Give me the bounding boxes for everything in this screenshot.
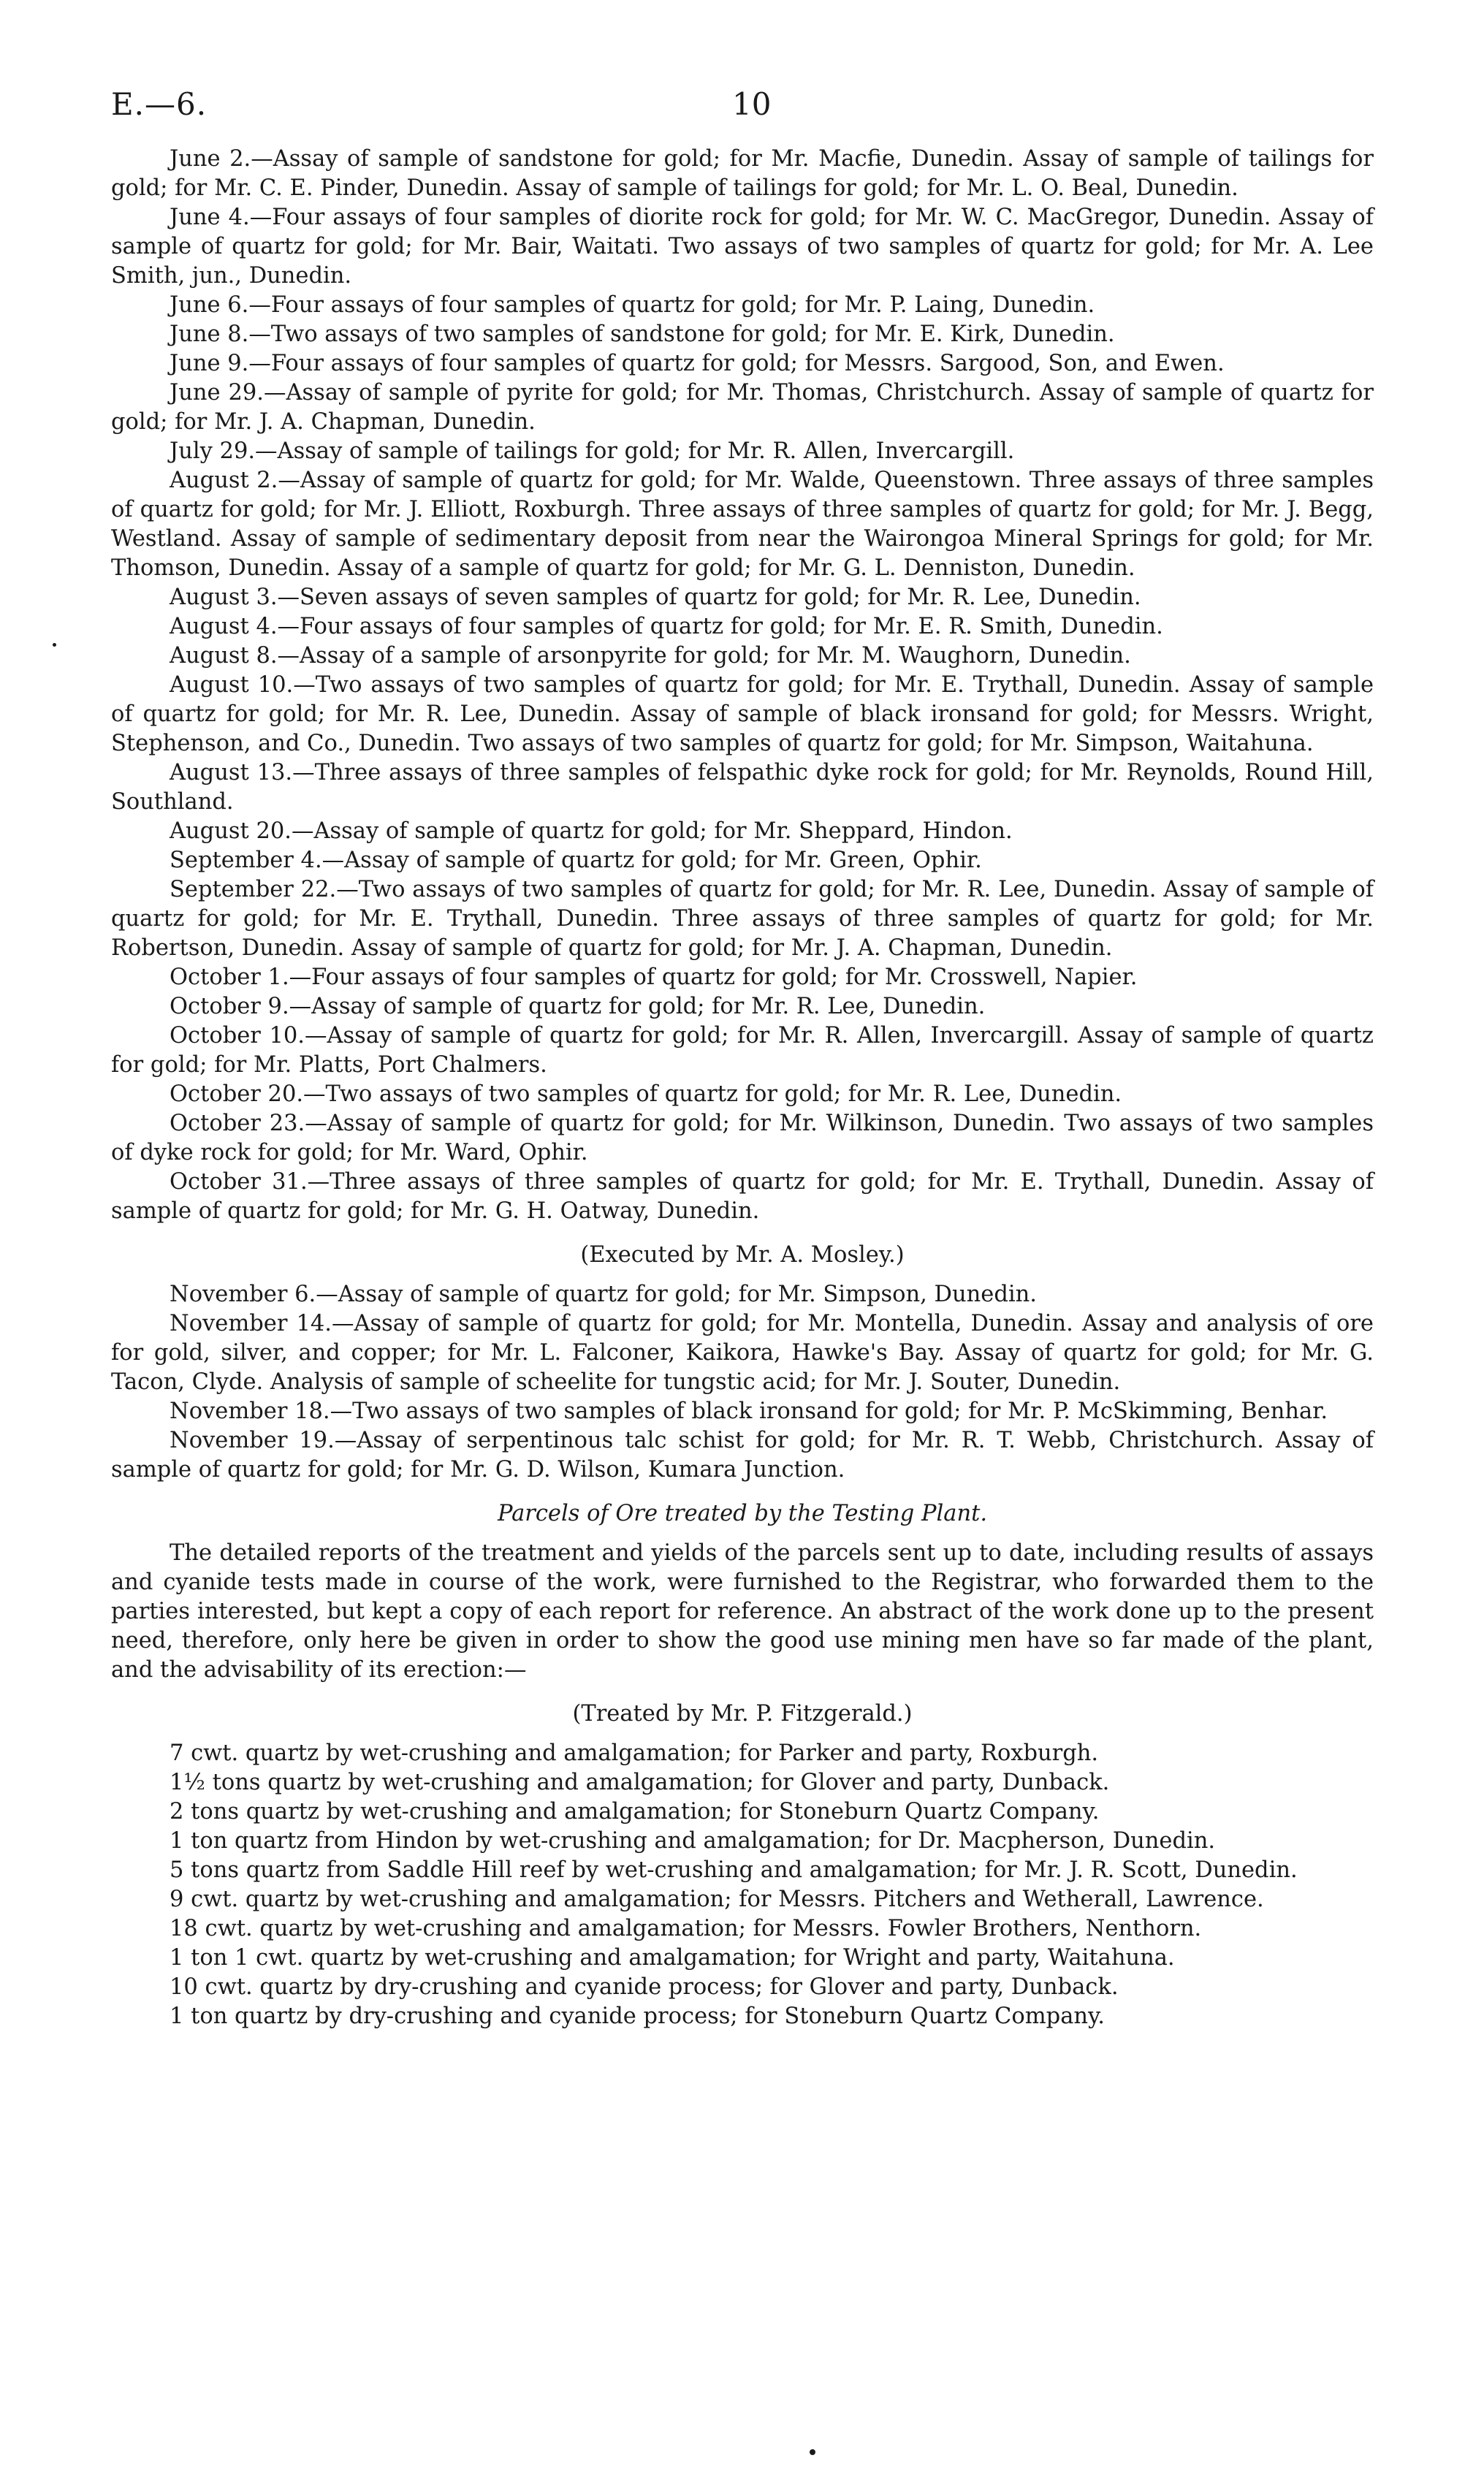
assay-entry: November 14.—Assay of sample of quartz for gold; for Mr. Montella, Dunedin. Assay and analysis of ore for gold, silver, and copper; for Mr. L. Falconer, Kaikora, Hawke's Bay. Assay of quartz for gold; for Mr. G. Tacon, Clyde. Analysis of sample of scheelite for tungstic acid; for Mr. J. Souter, Dunedin. (111, 1311, 1374, 1395)
assay-entry: October 31.—Three assays of three samples of quartz for gold; for Mr. E. Trythall, Dunedin. Assay of sample of quartz for gold; for Mr. G. H. Oatway, Dunedin. (111, 1169, 1374, 1224)
assay-entry: August 3.—Seven assays of seven samples of quartz for gold; for Mr. R. Lee, Dunedin. (170, 585, 1141, 610)
assay-entry: October 10.—Assay of sample of quartz for gold; for Mr. R. Allen, Invercargill. Assay of sample of quartz for gold; for Mr. Platts, Port Chalmers. (111, 1023, 1374, 1078)
assay-entry: October 9.—Assay of sample of quartz for gold; for Mr. R. Lee, Dunedin. (170, 994, 986, 1019)
assay-entry: June 8.—Two assays of two samples of sandstone for gold; for Mr. E. Kirk, Dunedin. (170, 321, 1115, 347)
assay-entry: June 2.—Assay of sample of sandstone for gold; for Mr. Macfie, Dunedin. Assay of sample of tailings for gold; for Mr. C. E. Pinder, Dunedin. Assay of sample of tailings for gold; for Mr. L. O. Beal, Dunedin. (111, 146, 1374, 201)
assay-entry: July 29.—Assay of sample of tailings for gold; for Mr. R. Allen, Invercargill. (170, 438, 1015, 464)
assay-entry: June 9.—Four assays of four samples of quartz for gold; for Messrs. Sargood, Son, and Ewen. (170, 351, 1225, 376)
parcel-entry: 9 cwt. quartz by wet-crushing and amalgamation; for Messrs. Pitchers and Wetherall, Lawrence. (170, 1887, 1264, 1912)
parcel-entry: 2 tons quartz by wet-crushing and amalgamation; for Stoneburn Quartz Company. (170, 1799, 1100, 1825)
assay-entry: October 20.—Two assays of two samples of quartz for gold; for Mr. R. Lee, Dunedin. (170, 1081, 1122, 1107)
footer-mark (810, 2449, 815, 2455)
parcels-paragraph: The detailed reports of the treatment and yields of the parcels sent up to date, including results of assays and cyanide tests made in course of the work, were furnished to the Registrar, who forwarded them to the parties interested, but kept a copy of each report for reference. An abstract of the work done up to the present need, therefore, only here be given in order to show the good use mining men have so far made of the plant, and the advisability of its erection:— (111, 1540, 1374, 1683)
assay-entry: August 10.—Two assays of two samples of quartz for gold; for Mr. E. Trythall, Dunedin. Assay of sample of quartz for gold; for Mr. R. Lee, Dunedin. Assay of sample of black ironsand for gold; for Messrs. Wright, Stephenson, and Co., Dunedin. Two assays of two samples of quartz for gold; for Mr. Simpson, Waitahuna. (111, 672, 1374, 756)
parcel-entry: 18 cwt. quartz by wet-crushing and amalgamation; for Messrs. Fowler Brothers, Nenthorn. (170, 1916, 1202, 1941)
mosley-heading: (Executed by Mr. A. Mosley.) (580, 1242, 905, 1268)
parcel-entry: 7 cwt. quartz by wet-crushing and amalgamation; for Parker and party, Roxburgh. (170, 1740, 1099, 1766)
fitzgerald-heading: (Treated by Mr. P. Fitzgerald.) (572, 1701, 913, 1727)
assay-entry: June 29.—Assay of sample of pyrite for gold; for Mr. Thomas, Christchurch. Assay of sample of quartz for gold; for Mr. J. A. Chapman, Dunedin. (111, 380, 1374, 435)
document-reference: E.—6. (111, 86, 208, 122)
assay-entry: August 4.—Four assays of four samples of quartz for gold; for Mr. E. R. Smith, Dunedin. (170, 614, 1163, 639)
page-number: 10 (732, 86, 772, 122)
parcel-entry: 1 ton 1 cwt. quartz by wet-crushing and amalgamation; for Wright and party, Waitahuna. (170, 1945, 1175, 1971)
assay-entry: October 23.—Assay of sample of quartz for gold; for Mr. Wilkinson, Dunedin. Two assays of two samples of dyke rock for gold; for Mr. Ward, Ophir. (111, 1111, 1374, 1165)
parcel-entry: 1½ tons quartz by wet-crushing and amalgamation; for Glover and party, Dunback. (170, 1770, 1110, 1795)
assay-entry: June 4.—Four assays of four samples of diorite rock for gold; for Mr. W. C. MacGregor, Dunedin. Assay of sample of quartz for gold; for Mr. Bair, Waitati. Two assays of two samples of quartz for gold; for Mr. A. Lee Smith, jun., Dunedin. (111, 205, 1374, 289)
assay-list (111, 145, 1374, 1226)
assay-entry: October 1.—Four assays of four samples of quartz for gold; for Mr. Crosswell, Napier. (170, 964, 1138, 990)
margin-mark (53, 643, 56, 647)
mosley-list (111, 1280, 1374, 1485)
assay-entry: August 8.—Assay of a sample of arsonpyrite for gold; for Mr. M. Waughorn, Dunedin. (170, 643, 1131, 669)
assay-entry: November 6.—Assay of sample of quartz for gold; for Mr. Simpson, Dunedin. (170, 1282, 1037, 1307)
parcel-entry: 5 tons quartz from Saddle Hill reef by wet-crushing and amalgamation; for Mr. J. R. Scott, Dunedin. (170, 1857, 1298, 1883)
parcel-entry: 1 ton quartz by dry-crushing and cyanide process; for Stoneburn Quartz Company. (170, 2004, 1105, 2029)
assay-entry: September 22.—Two assays of two samples of quartz for gold; for Mr. R. Lee, Dunedin. Assay of sample of quartz for gold; for Mr. E. Trythall, Dunedin. Three assays of three samples of quartz for gold; for Mr. Robertson, Dunedin. Assay of sample of quartz for gold; for Mr. J. A. Chapman, Dunedin. (111, 877, 1374, 961)
parcel-entry: 10 cwt. quartz by dry-crushing and cyanide process; for Glover and party, Dunback. (170, 1974, 1119, 2000)
assay-entry: September 4.—Assay of sample of quartz for gold; for Mr. Green, Ophir. (170, 848, 982, 873)
assay-entry: August 2.—Assay of sample of quartz for gold; for Mr. Walde, Queenstown. Three assays of three samples of quartz for gold; for Mr. J. Elliott, Roxburgh. Three assays of three samples of quartz for gold; for Mr. J. Begg, Westland. Assay of sample of sedimentary deposit from near the Wairongoa Mineral Springs for gold; for Mr. Thomson, Dunedin. Assay of a sample of quartz for gold; for Mr. G. L. Denniston, Dunedin. (111, 468, 1374, 581)
page-body (111, 145, 1374, 2031)
parcel-list (111, 1739, 1374, 2031)
assay-entry: November 18.—Two assays of two samples of black ironsand for gold; for Mr. P. McSkimming, Benhar. (170, 1399, 1328, 1424)
parcels-heading: Parcels of Ore treated by the Testing Plant. (497, 1501, 988, 1526)
assay-entry: August 20.—Assay of sample of quartz for gold; for Mr. Sheppard, Hindon. (170, 818, 1013, 844)
assay-entry: November 19.—Assay of serpentinous talc schist for gold; for Mr. R. T. Webb, Christchurch. Assay of sample of quartz for gold; for Mr. G. D. Wilson, Kumara Junction. (111, 1428, 1374, 1483)
assay-entry: August 13.—Three assays of three samples of felspathic dyke rock for gold; for Mr. Reynolds, Round Hill, Southland. (111, 760, 1374, 815)
page-header (111, 86, 1374, 137)
parcel-entry: 1 ton quartz from Hindon by wet-crushing and amalgamation; for Dr. Macpherson, Dunedin. (170, 1828, 1216, 1854)
assay-entry: June 6.—Four assays of four samples of quartz for gold; for Mr. P. Laing, Dunedin. (170, 292, 1095, 318)
